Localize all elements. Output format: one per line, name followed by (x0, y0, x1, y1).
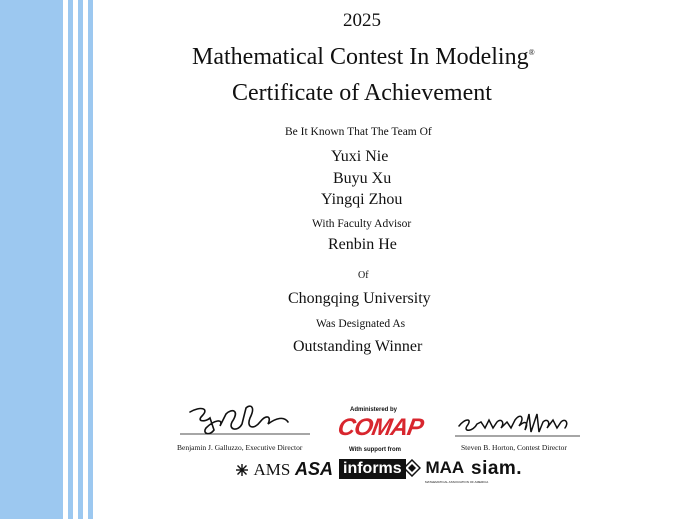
sponsor-logos (235, 456, 535, 490)
maa-logo (403, 458, 464, 478)
team-member-3: Yingqi Zhou (321, 191, 403, 208)
of-label: Of (358, 270, 369, 281)
contest-name (192, 44, 535, 71)
signature-right (455, 404, 580, 442)
team-member-2: Buyu Xu (333, 170, 392, 187)
maa-subtitle: MATHEMATICAL ASSOCIATION OF AMERICA (425, 480, 489, 484)
asa-logo: ASA (295, 459, 334, 479)
support-label: With support from (349, 447, 401, 453)
ams-logo-text: AMS (253, 460, 291, 479)
comap-logo: COMAP (335, 414, 425, 441)
signature-left-caption: Benjamin J. Galluzzo, Executive Director (177, 443, 303, 452)
siam-logo: siam. (471, 458, 523, 479)
stripe-wide (0, 0, 63, 519)
certificate-year: 2025 (343, 10, 381, 31)
contest-name-text: Mathematical Contest In Modeling (192, 44, 529, 70)
certificate-title: Certificate of Achievement (232, 80, 492, 106)
ams-star-icon (235, 463, 249, 477)
advisor-label: With Faculty Advisor (312, 218, 412, 230)
maa-emblem-icon (403, 459, 421, 477)
stripe-thin-1 (68, 0, 73, 519)
designation-award: Outstanding Winner (293, 338, 423, 355)
informs-logo: informs (339, 459, 406, 479)
stripe-thin-2 (78, 0, 83, 519)
advisor-name: Renbin He (328, 236, 397, 253)
decorative-stripes (0, 0, 100, 519)
signature-right-graphic (455, 404, 580, 442)
stripe-thin-3 (88, 0, 93, 519)
signature-right-caption: Steven B. Horton, Contest Director (461, 443, 567, 452)
maa-logo-text: MAA (425, 458, 465, 477)
registered-mark: ® (528, 48, 535, 57)
signature-left-graphic (180, 400, 310, 442)
administered-by-label: Administered by (350, 407, 398, 413)
team-member-1: Yuxi Nie (331, 148, 389, 165)
designation-label: Was Designated As (316, 318, 406, 330)
ams-logo (235, 460, 290, 480)
intro-line: Be It Known That The Team Of (285, 126, 432, 138)
institution-name: Chongqing University (288, 290, 431, 307)
signature-left (180, 400, 310, 442)
